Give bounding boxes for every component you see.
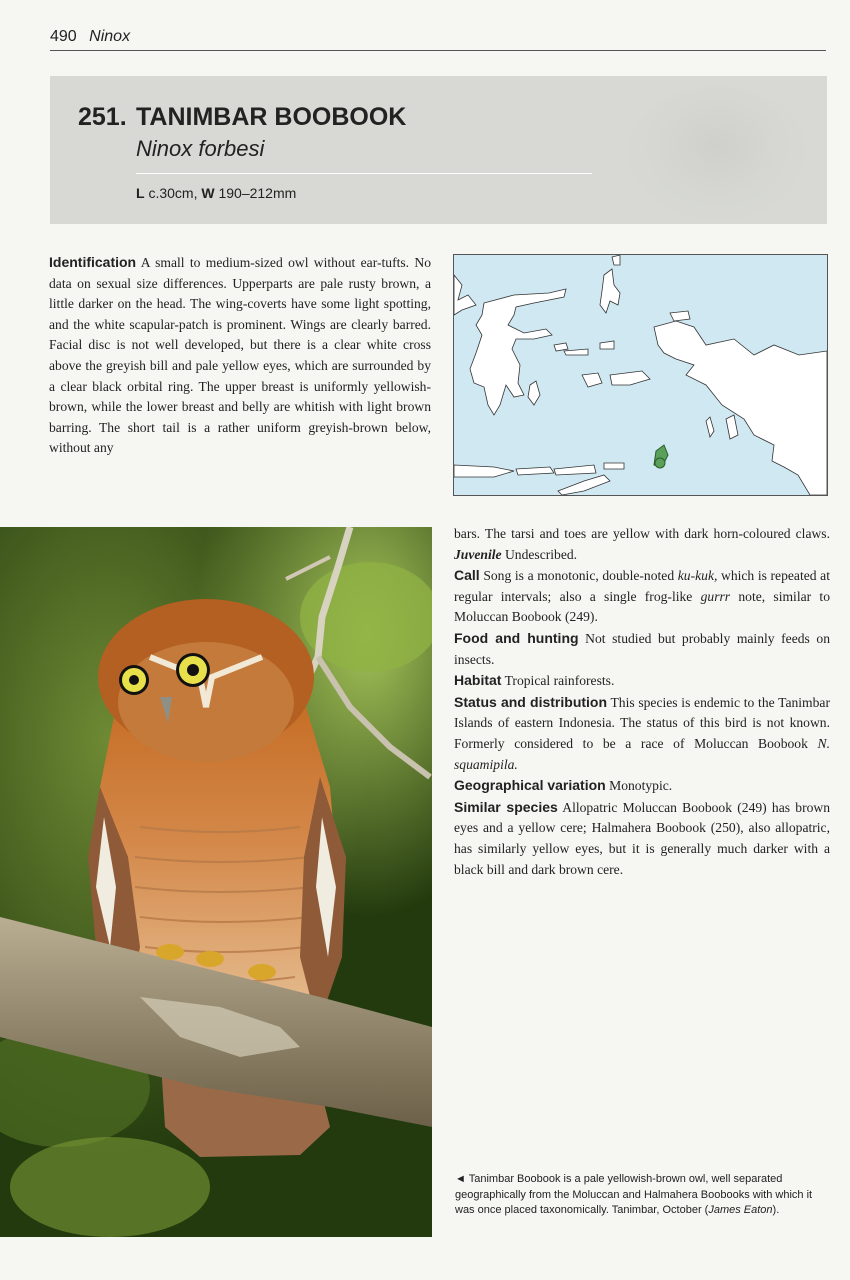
title-rule [136, 173, 592, 174]
identification-paragraph [49, 252, 431, 459]
caption-credit: James Eaton [708, 1204, 773, 1216]
species-number: 251. [78, 103, 127, 131]
habitat-text: Tropical rainforests. [504, 673, 615, 689]
map-tanimbar-marker [655, 458, 665, 468]
geo-paragraph [454, 775, 830, 797]
background-leaf-bottom [10, 1137, 210, 1237]
distribution-map [453, 254, 828, 496]
similar-text: Allopatric Moluccan Boobook (249) has brown eyes and a yellow cere; Halmahera Boobook (250), also allopatric, has similarly yellow eyes, but it is generally much darker with a black bill and dark brown cere. [454, 799, 831, 877]
page-number: 490 [50, 28, 77, 45]
running-header [50, 28, 826, 51]
photo-svg [0, 527, 432, 1237]
map-wetar [604, 463, 624, 469]
scientific-name: Ninox forbesi [136, 136, 265, 161]
call-heading: Call [454, 567, 480, 584]
length-value: c.30cm, [148, 185, 198, 201]
call-text-2: which is repeated at regular intervals; also a single frog-like [454, 568, 830, 604]
owl-pupil-right [187, 664, 199, 676]
call-paragraph [454, 565, 830, 628]
habitat-paragraph [454, 670, 830, 692]
status-paragraph [454, 692, 830, 775]
geo-text: Monotypic. [609, 778, 673, 794]
wing-value: 190–212mm [218, 185, 297, 201]
identification-continued-text: bars. The tarsi and toes are yellow with dark horn-coloured claws. [454, 526, 830, 541]
owl-foot-right [248, 964, 276, 980]
habitat-heading: Habitat [454, 672, 502, 689]
identification-heading: Identification [49, 254, 137, 270]
call-text-3: note, similar to Moluccan Boobook (249). [454, 588, 830, 625]
owl-pupil-left [129, 675, 139, 685]
similar-heading: Similar species [454, 798, 558, 815]
identification-continued [454, 524, 830, 565]
section-name: Ninox [89, 28, 131, 45]
owl-foot-left [156, 944, 184, 960]
caption-close: ). [772, 1204, 780, 1216]
owl-photograph [0, 527, 432, 1237]
measurements [136, 185, 296, 201]
species-title-box [50, 76, 827, 224]
common-name: TANIMBAR BOOBOOK [136, 103, 407, 131]
status-text: This species is endemic to the Tanimbar Islands of eastern Indonesia. The status of this bird is not known. Formerly considered to be a race of Moluccan Boobook [454, 694, 830, 751]
status-scientific: N. squamipila. [454, 735, 830, 772]
juvenile-text: Undescribed. [504, 546, 578, 562]
food-heading: Food and hunting [454, 629, 579, 646]
food-text: Not studied but probably mainly feeds on insects. [454, 630, 831, 667]
status-heading: Status and distribution [454, 693, 608, 710]
title-background-owl [627, 86, 807, 221]
caption-arrow-icon: ◄ [455, 1173, 466, 1185]
call-kukuk: ku-kuk, [677, 568, 718, 584]
map-svg [454, 255, 827, 495]
species-account-right-column [454, 524, 830, 880]
photo-caption [455, 1172, 825, 1219]
juvenile-label: Juvenile [454, 546, 502, 562]
wing-label: W [201, 185, 215, 201]
call-text-1: Song is a monotonic, double-noted [483, 568, 675, 584]
call-gurrr: gurrr [700, 588, 731, 604]
food-paragraph [454, 628, 830, 670]
caption-text: Tanimbar Boobook is a pale yellowish-brown owl, well separated geographically from the Moluccan and Halmahera Boobooks with which it was once placed taxonomically. Tanimbar, October ( [455, 1173, 813, 1216]
length-label: L [136, 185, 145, 201]
map-waigeo [670, 311, 690, 321]
owl-foot-middle [196, 951, 224, 967]
identification-text: A small to medium-sized owl without ear-tufts. No data on sexual size differences. Upperparts are pale rusty brown, a little darker on the head. The wing-coverts have some light spotting, and the white scapular-patch is prominent. Wings are clearly barred. Facial disc is not well developed, but there is a clear white cross above the greyish bill and pale yellow eyes, which are surrounded by a clear black orbital ring. The upper breast is uniformly yellowish-brown, while the lower breast and belly are whitish with light brown barring. The short tail is a rather uniform greyish-brown below, without any [49, 255, 431, 456]
geo-heading: Geographical variation [454, 777, 606, 794]
similar-paragraph [454, 797, 830, 880]
